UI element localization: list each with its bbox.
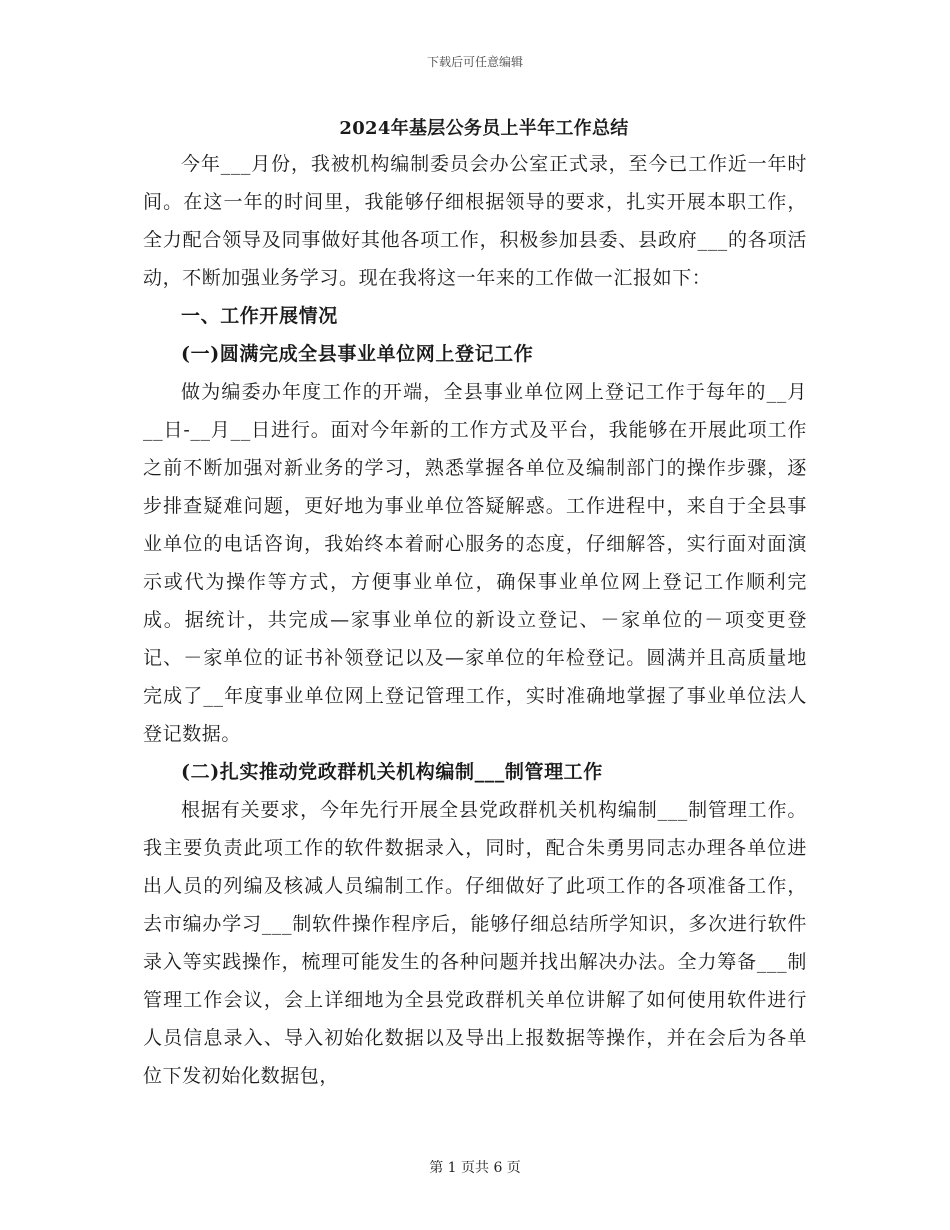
subsection-heading-2: (二)扎实推动党政群机关机构编制___制管理工作 [181, 761, 603, 783]
page-header-note: 下载后可任意编辑 [426, 55, 523, 69]
page-number: 第 1 页共 6 页 [429, 1160, 521, 1176]
intro-paragraph: 今年___月份，我被机构编制委员会办公室正式录，至今已工作近一年时间。在这一年的时间里，我能够仔细根据领导的要求，扎实开展本职工作，全力配合领导及同事做好其他各项工作，积极参加县委、县政府___的各项活动，不断加强业务学习。现在我将这一年来的工作做一汇报如下： [143, 153, 807, 289]
subsection-2-paragraph: 根据有关要求，今年先行开展全县党政群机关机构编制___制管理工作。我主要负责此项工作的软件数据录入，同时，配合朱勇男同志办理各单位进出人员的列编及核减人员编制工作。仔细做好了此项工作的各项准备工作，去市编办学习___制软件操作程序后，能够仔细总结所学知识，多次进行软件录入等实践操作，梳理可能发生的各种问题并找出解决办法。全力筹备___制管理工作会议，会上详细地为全县党政群机关单位讲解了如何使用软件进行人员信息录入、导入初始化数据以及导出上报数据等操作，并在会后为各单位下发初始化数据包， [143, 799, 807, 1087]
subsection-1-paragraph: 做为编委办年度工作的开端，全县事业单位网上登记工作于每年的__月__日-__月__日进行。面对今年新的工作方式及平台，我能够在开展此项工作之前不断加强对新业务的学习，熟悉掌握各单位及编制部门的操作步骤，逐步排查疑难问题，更好地为事业单位答疑解惑。工作进程中，来自于全县事业单位的电话咨询，我始终本着耐心服务的态度，仔细解答，实行面对面演示或代为操作等方式，方便事业单位，确保事业单位网上登记工作顺利完成。据统计，共完成—家事业单位的新设立登记、－家单位的－项变更登记、－家单位的证书补领登记以及—家单位的年检登记。圆满并且高质量地完成了__年度事业单位网上登记管理工作，实时准确地掌握了事业单位法人登记数据。 [143, 381, 807, 745]
section-heading-1: 一、工作开展情况 [181, 305, 338, 327]
document-title: 2024年基层公务员上半年工作总结 [339, 118, 629, 139]
document-body [143, 113, 807, 1095]
subsection-heading-1: (一)圆满完成全县事业单位网上登记工作 [181, 343, 534, 365]
